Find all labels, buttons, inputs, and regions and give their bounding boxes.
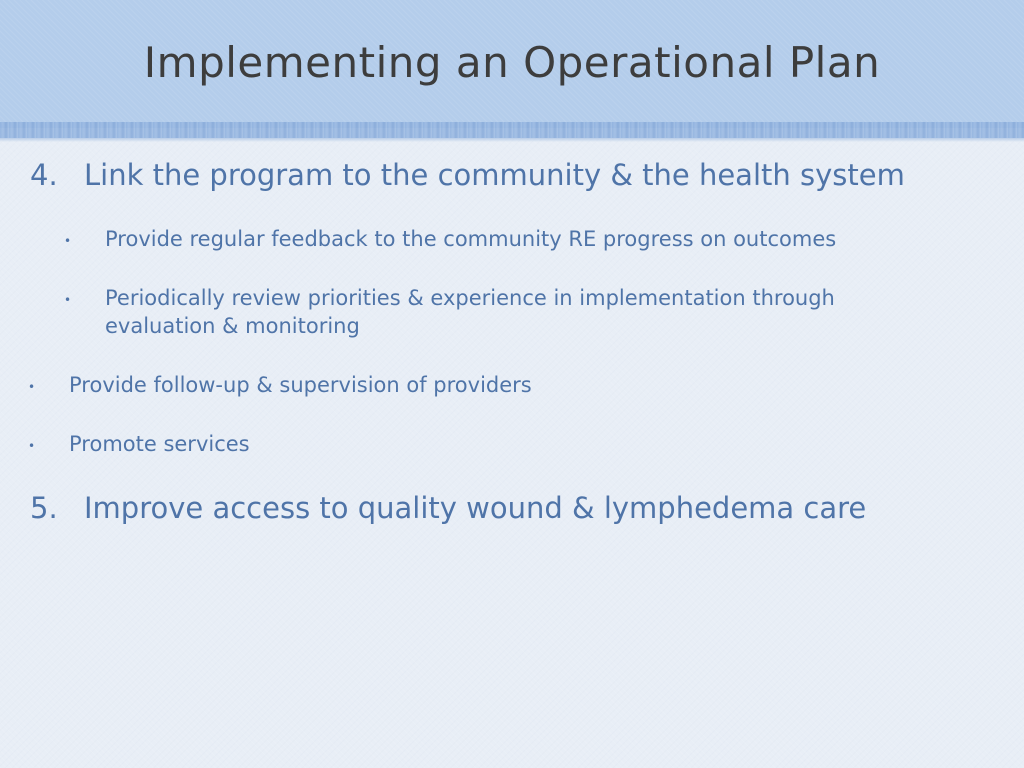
item-text: Link the program to the community & the health system (84, 158, 905, 192)
bullet-item-promote (0, 430, 1024, 460)
slide-title: Implementing an Operational Plan (143, 38, 881, 87)
bullet-icon: • (64, 293, 72, 307)
bullet-item-review (0, 284, 1024, 344)
item-number: 5. (30, 491, 58, 525)
bullet-icon: • (64, 234, 72, 248)
bullet-item-followup (0, 371, 1024, 401)
bullet-text-line1: Periodically review priorities & experience in implementation through (105, 286, 835, 310)
bullet-icon: • (28, 439, 36, 453)
item-number: 4. (30, 158, 58, 192)
bullet-item-feedback (0, 225, 1024, 255)
item-text: Improve access to quality wound & lymphedema care (84, 491, 867, 525)
bullet-icon: • (28, 380, 36, 394)
bullet-text: Provide follow-up & supervision of providers (69, 373, 532, 397)
bullet-text-line2: evaluation & monitoring (105, 314, 360, 338)
bullet-text: Promote services (69, 432, 250, 456)
bullet-text: Provide regular feedback to the community RE progress on outcomes (105, 227, 837, 251)
